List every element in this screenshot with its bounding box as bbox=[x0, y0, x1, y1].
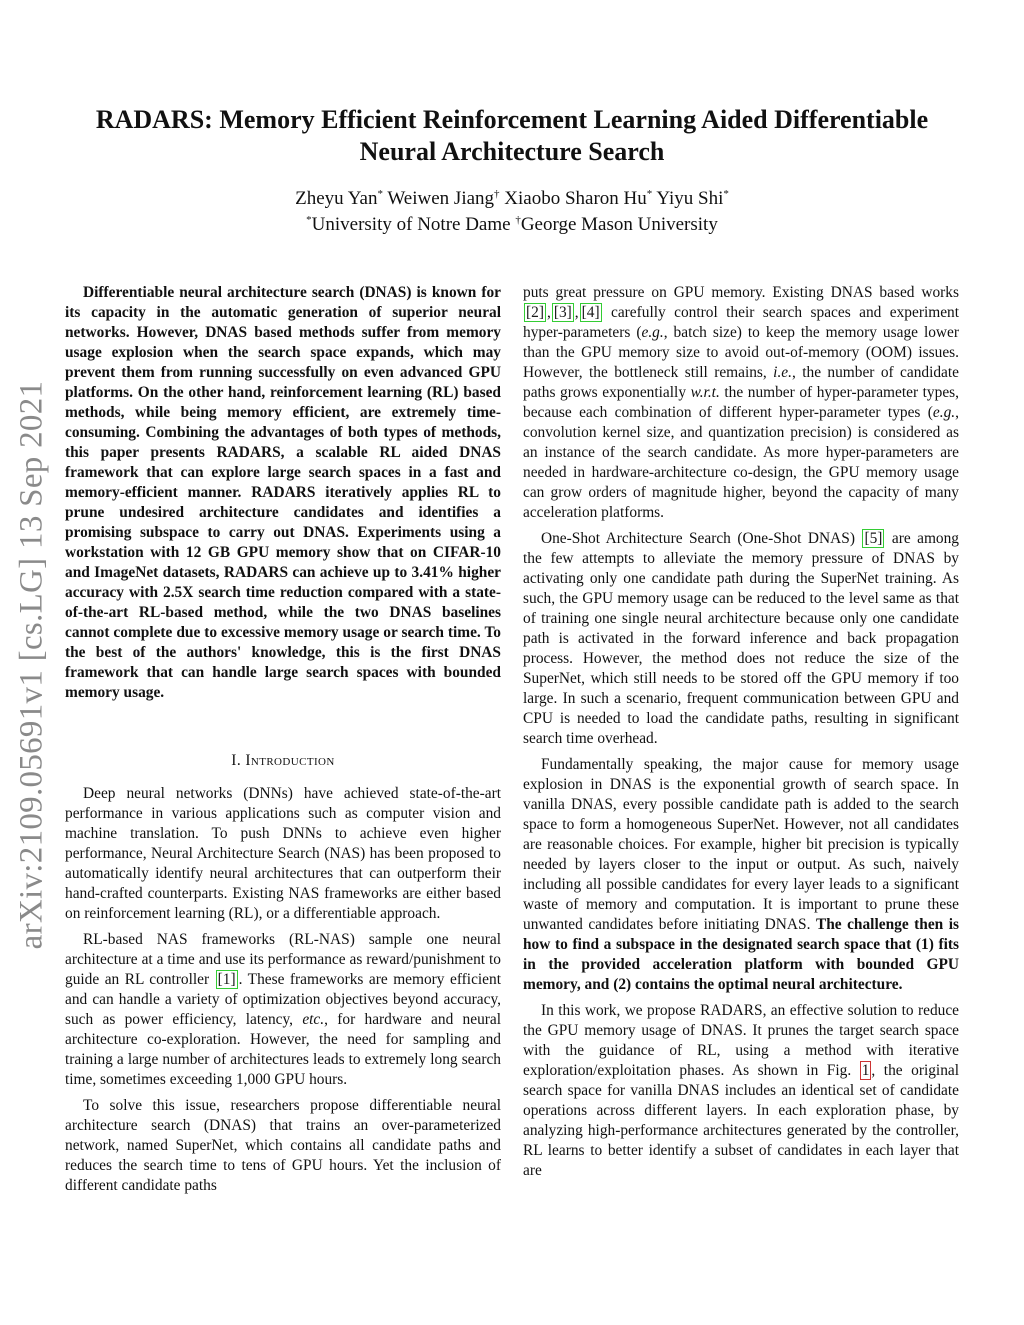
right-column bbox=[523, 283, 959, 1187]
author-name: Xiaobo Sharon Hu bbox=[504, 188, 647, 209]
abstract: Differentiable neural architecture search (DNAS) is known for its capacity in the automatic generation of superior neural networks. However, DNAS based methods suffer from memory usage explosion when the search space expands, which may prevent them from running successfully on even advanced GPU platforms. On the other hand, reinforcement learning (RL) based methods, while being memory efficient, are extremely time-consuming. Combining the advantages of both types of methods, this paper presents RADARS, a scalable RL aided DNAS framework that can explore large search spaces in a fast and memory-efficient manner. RADARS iteratively applies RL to prune undesired architecture candidates and identifies a promising subspace to carry out DNAS. Experiments using a workstation with 12 GB GPU memory show that on CIFAR-10 and ImageNet datasets, RADARS can achieve up to 3.41% higher accuracy with 2.5X search time reduction compared with a state-of-the-art RL-based method, while the two DNAS baselines cannot complete due to excessive memory usage or search time. To the best of the authors' knowledge, this is the first DNAS framework that can handle large search spaces with bounded memory usage. bbox=[65, 284, 501, 701]
text: , the number of candidate paths grows exponentially bbox=[523, 364, 959, 401]
paragraph bbox=[523, 1001, 959, 1181]
author-name: Yiyu Shi bbox=[656, 188, 724, 209]
affiliation-mark: * bbox=[377, 188, 383, 200]
paragraph: To solve this issue, researchers propose differentiable neural architecture search (DNAS) that trains an over-parameterized network, named SuperNet, which contains all candidate paths and reduces the search time to tens of GPU hours. Yet the inclusion of different candidate paths bbox=[65, 1097, 501, 1194]
text: , convolution kernel size, and quantization precision) is considered as an instance of the search candidate. As more hyper-parameters are needed in hardware-architecture co-design, the GPU memory usage can grow orders of magnitude higher, beyond the capacity of many acceleration platforms. bbox=[523, 404, 959, 521]
arxiv-identifier: arXiv:2109.05691v1 [cs.LG] 13 Sep 2021 bbox=[13, 380, 50, 950]
text: One-Shot Architecture Search (One-Shot DNAS) bbox=[541, 530, 862, 547]
paragraph bbox=[65, 930, 501, 1090]
section-heading-introduction bbox=[65, 751, 501, 771]
affiliation: University of Notre Dame bbox=[311, 214, 516, 235]
section-title: Introduction bbox=[245, 752, 335, 769]
affiliation-mark: * bbox=[723, 188, 729, 200]
citation-link[interactable]: [5] bbox=[864, 530, 883, 547]
section-number: I. bbox=[231, 752, 246, 769]
citation-link[interactable]: [2] bbox=[526, 304, 544, 321]
text: e.g. bbox=[932, 404, 956, 421]
text: etc. bbox=[302, 1011, 325, 1028]
paragraph: puts great pressure on GPU memory. Existing DNAS based works [2] , [3] , [4] carefully control their search spaces and experiment hyper-parameters (e.g., batch size) to keep the memory usage lower than the GPU memory size to avoid out-of-memory (OOM) issues. However, the bottleneck still remains, i.e., the number of candidate paths grows exponentially w.r.t. the number of hyper-parameter types, because each combination of different hyper-parameter types (e.g., convolution kernel size, and quantization precision) is considered as an instance of the search candidate. As more hyper-parameters are needed in hardware-architecture co-design, the GPU memory usage can grow orders of magnitude higher, beyond the capacity of many acceleration platforms. bbox=[523, 284, 959, 521]
author-names bbox=[60, 186, 964, 212]
author-name: Weiwen Jiang bbox=[387, 188, 495, 209]
paragraph bbox=[523, 755, 959, 995]
text: puts great pressure on GPU memory. Existing DNAS based works bbox=[523, 284, 959, 301]
text: w.r.t. bbox=[690, 384, 720, 401]
text: RL-based NAS frameworks (RL-NAS) sample one neural architecture at a time and use its performance as reward/punishment to guide an RL controller bbox=[65, 931, 501, 988]
text: , batch size) to keep the memory usage lower than the GPU memory size to avoid out-of-memory (OOM) issues. However, the bottleneck still remains, bbox=[523, 324, 959, 381]
text: . These frameworks are memory efficient and can handle a variety of optimization objectives beyond accuracy, such as power efficiency, latency, bbox=[65, 971, 501, 1028]
author-block bbox=[60, 186, 964, 238]
citation-link[interactable]: [1] bbox=[217, 971, 236, 988]
affiliations bbox=[60, 212, 964, 238]
text: , for hardware and neural architecture co-exploration. However, the need for sampling and training a large number of architectures leads to extremely long search time, sometimes exceeding 1,000 GPU hours. bbox=[65, 1011, 502, 1088]
paper-title bbox=[60, 104, 964, 168]
text: e.g. bbox=[641, 324, 664, 341]
left-column bbox=[65, 283, 501, 1202]
text: Fundamentally speaking, the major cause for memory usage explosion in DNAS is the exponential growth of search space. In vanilla DNAS, every possible candidate path is added to the search space to form a homogeneous SuperNet. However, not all candidates are reasonable choices. For example, higher bit precision is typically needed by layers closer to the input or output. As such, naively including all possible candidates for every layer leads to a significant waste of memory and computation. It is important to prune these unwanted candidates before initiating DNAS. bbox=[523, 756, 959, 933]
figure-link[interactable]: 1 bbox=[861, 1062, 870, 1079]
title-line-2: Neural Architecture Search bbox=[359, 137, 665, 166]
title-line-1: RADARS: Memory Efficient Reinforcement Learning Aided Differentiable bbox=[95, 105, 929, 134]
emphasized-text: The challenge then is how to find a subspace in the designated search space that (1) fits in the provided acceleration platform with bounded GPU memory, and (2) contains the optimal neural architecture. bbox=[523, 916, 959, 993]
citation-link[interactable]: [4] bbox=[581, 304, 600, 321]
text: carefully control their search spaces and experiment hyper-parameters ( bbox=[523, 304, 959, 341]
affiliation-mark: * bbox=[646, 188, 653, 200]
affiliation-mark: † bbox=[494, 188, 500, 200]
paragraph: Deep neural networks (DNNs) have achieved state-of-the-art performance in various applications such as computer vision and machine translation. To push DNNs to achieve even higher performance, Neural Architecture Search (NAS) has been proposed to automatically identify neural architectures that can outperform their hand-crafted counterparts. Existing NAS frameworks are either based on reinforcement learning (RL), or a differentiable approach. bbox=[65, 785, 501, 922]
text: i.e. bbox=[773, 364, 792, 381]
text: are among the few attempts to alleviate the memory pressure of DNAS by activating only one candidate path during the SuperNet training. As such, the GPU memory usage can be reduced to the level same as that of training one single neural architecture because only one candidate path is activated in the forward inference and back propagation process. However, the method does not reduce the size of the SuperNet, which still needs to be stored off the GPU memory if too large. In such a scenario, frequent communication between GPU and CPU is needed to load the candidate paths, resulting in significant search time overhead. bbox=[523, 530, 960, 747]
author-name: Zheyu Yan bbox=[295, 188, 378, 209]
citation-link[interactable]: [3] bbox=[553, 304, 572, 321]
affiliation: George Mason University bbox=[520, 214, 718, 235]
affiliation-mark: † bbox=[515, 214, 521, 226]
text: In this work, we propose RADARS, an effective solution to reduce the GPU memory usage of DNAS. It prunes the target search space with the guidance of RL, using a method with iterative exploration/exploitation phases. As shown in Fig. bbox=[523, 1002, 959, 1079]
text: the number of hyper-parameter types, because each combination of different hyper-parameter types ( bbox=[523, 384, 959, 421]
affiliation-mark: * bbox=[306, 214, 312, 226]
text: , the original search space for vanilla DNAS includes an identical set of candidate operations across different layers. In each exploration phase, by analyzing high-performance architectures generated by the controller, RL learns to better identify a subset of candidates in each layer that are bbox=[523, 1062, 959, 1179]
paragraph bbox=[523, 529, 959, 749]
arxiv-sidebar bbox=[4, 350, 60, 980]
